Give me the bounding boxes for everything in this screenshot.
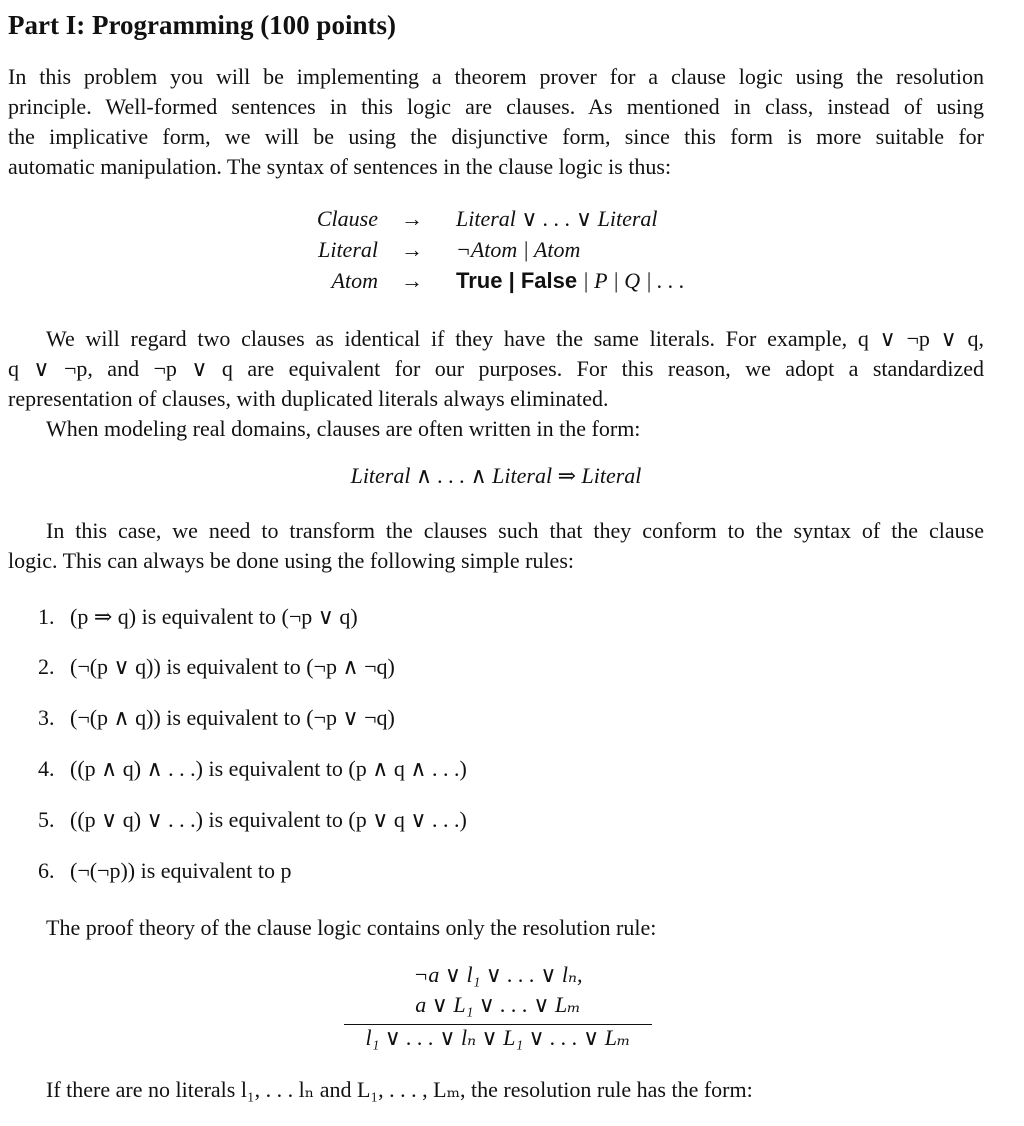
rule-number: 5. <box>38 807 55 832</box>
grammar-rhs-rest: | P | Q | . . . <box>577 268 685 293</box>
proof-theory-line: The proof theory of the clause logic contains only the resolution rule: <box>46 915 657 940</box>
resolution-rule <box>338 962 658 1055</box>
rule-text: ((p ∧ q) ∧ . . .) is equivalent to (p ∧ q ∧ . . .) <box>70 756 467 781</box>
implication-form: Literal ∧ . . . ∧ Literal ⇒ Literal <box>350 463 642 488</box>
identical-line-4: When modeling real domains, clauses are often written in the form: <box>46 416 641 441</box>
rule-number: 3. <box>38 705 55 730</box>
rule-text: (¬(p ∨ q)) is equivalent to (¬p ∧ ¬q) <box>70 654 395 679</box>
transform-paragraph <box>8 516 984 576</box>
identical-line-2: q ∨ ¬p, and ¬p ∨ q are equivalent for our purposes. For this reason, we adopt a standardized <box>8 356 984 381</box>
resolution-conclusion: l₁ ∨ . . . ∨ lₙ ∨ L₁ ∨ . . . ∨ Lₘ <box>365 1025 631 1050</box>
identical-line-1: We will regard two clauses as identical if they have the same literals. For example, q ∨ ¬p ∨ q, <box>46 326 984 351</box>
grammar-lhs: Atom <box>331 268 378 293</box>
intro-line-3: the implicative form, we will be using the disjunctive form, since this form is more suitable for <box>8 124 984 149</box>
rule-item <box>38 807 467 833</box>
grammar-rhs: Literal ∨ . . . ∨ Literal <box>456 206 658 231</box>
transform-line-2: logic. This can always be done using the following simple rules: <box>8 548 574 573</box>
grammar-lhs: Clause <box>316 206 378 231</box>
intro-paragraph <box>8 62 984 182</box>
proof-theory-text <box>8 913 984 943</box>
rule-number: 1. <box>38 604 55 629</box>
closing-line: If there are no literals l₁, . . . lₙ and L₁, . . . , Lₘ, the resolution rule has the form: <box>46 1077 753 1102</box>
intro-line-2: principle. Well-formed sentences in this logic are clauses. As mentioned in class, instead of using <box>8 94 984 119</box>
transform-line-1: In this case, we need to transform the clauses such that they conform to the syntax of the clause <box>46 518 984 543</box>
intro-line-4: automatic manipulation. The syntax of sentences in the clause logic is thus: <box>8 154 672 179</box>
arrow-symbol: → <box>401 206 423 231</box>
grammar-lhs: Literal <box>318 237 378 262</box>
rule-item <box>38 705 395 731</box>
grammar-rhs-bold: True | False <box>456 268 578 293</box>
rule-text: (¬(p ∧ q)) is equivalent to (¬p ∨ ¬q) <box>70 705 395 730</box>
arrow-symbol: → <box>401 268 423 293</box>
closing-text <box>8 1075 984 1105</box>
resolution-premise-1: ¬a ∨ l₁ ∨ . . . ∨ lₙ, <box>413 962 583 987</box>
resolution-premise-2: a ∨ L₁ ∨ . . . ∨ Lₘ <box>415 992 581 1017</box>
arrow-symbol: → <box>401 237 423 262</box>
rule-number: 2. <box>38 654 55 679</box>
section-title: Part I: Programming (100 points) <box>8 10 396 40</box>
rule-item <box>38 858 292 884</box>
rule-number: 4. <box>38 756 55 781</box>
rule-number: 6. <box>38 858 55 883</box>
identical-paragraph <box>8 324 984 444</box>
grammar-rhs <box>456 268 685 294</box>
identical-line-3: representation of clauses, with duplicated literals always eliminated. <box>8 386 609 411</box>
rule-text: (¬(¬p)) is equivalent to p <box>70 858 292 883</box>
rule-text: ((p ∨ q) ∨ . . .) is equivalent to (p ∨ q ∨ . . .) <box>70 807 467 832</box>
grammar-rhs: ¬Atom | Atom <box>456 237 581 262</box>
rule-text: (p ⇒ q) is equivalent to (¬p ∨ q) <box>70 604 358 629</box>
rule-item <box>38 756 467 782</box>
intro-line-1: In this problem you will be implementing a theorem prover for a clause logic using the resolution <box>8 64 984 89</box>
rule-item <box>38 654 395 680</box>
rule-item <box>38 604 358 630</box>
